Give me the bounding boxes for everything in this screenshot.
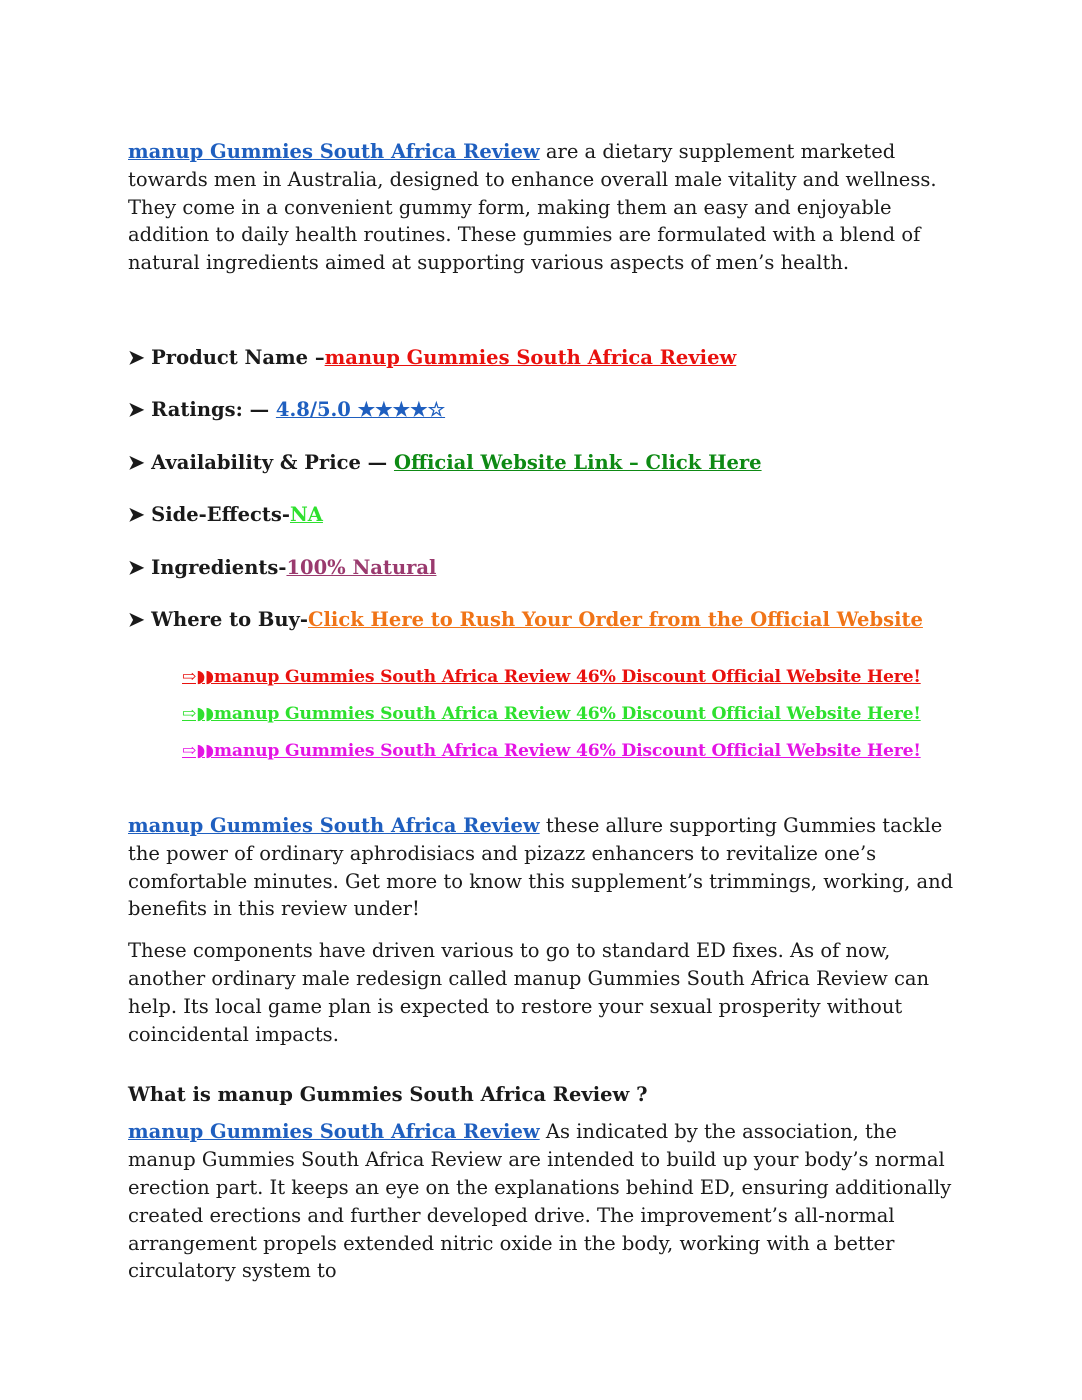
body-paragraph-1 <box>128 812 958 923</box>
fact-label: Side-Effects- <box>144 503 290 527</box>
body-paragraph-2: These components have driven various to go to standard ED fixes. As of now, another ordinary male redesign called manup Gummies South Africa Review can help. Its local game plan is expected to restore your sexual prosperity without coincidental impacts. <box>128 939 930 1046</box>
document-page <box>128 138 958 1285</box>
rush-order-link[interactable]: Click Here to Rush Your Order from the Official Website <box>307 608 923 632</box>
arrow-icon: ➤ <box>128 345 145 369</box>
fact-product-name <box>128 344 958 372</box>
ratings-link[interactable]: 4.8/5.0 ★★★★☆ <box>275 398 446 422</box>
arrow-icon: ➤ <box>128 398 145 422</box>
fact-label: Ratings: — <box>144 398 276 422</box>
body-product-link[interactable]: manup Gummies South Africa Review <box>128 813 540 837</box>
intro-product-link[interactable]: manup Gummies South Africa Review <box>128 140 540 163</box>
intro-text: are a dietary supplement marketed towards men in Australia, designed to enhance overall male vitality and wellness. They come in a convenient gummy form, making them an easy and enjoyable addition to daily health routines. These gummies are formulated with a blend of natural ingredients aimed at supporting various aspects of men’s health. <box>128 140 937 275</box>
discount-link-magenta[interactable]: ⇨◗◗manup Gummies South Africa Review 46% Discount Official Website Here! <box>182 740 921 761</box>
fact-label: Product Name – <box>144 345 325 369</box>
arrow-icon: ➤ <box>128 503 145 527</box>
body-paragraph-3 <box>128 1118 958 1285</box>
arrow-icon: ➤ <box>128 608 145 632</box>
discount-link-red[interactable]: ⇨◗◗manup Gummies South Africa Review 46% Discount Official Website Here! <box>182 666 921 687</box>
side-effects-link[interactable]: NA <box>289 503 323 527</box>
fact-label: Where to Buy- <box>144 608 308 632</box>
section-heading: What is manup Gummies South Africa Review ? <box>128 1083 648 1107</box>
fact-where-to-buy <box>128 606 958 634</box>
arrow-icon: ➤ <box>128 555 145 579</box>
arrow-icon: ➤ <box>128 450 145 474</box>
body-paragraph-1-text: these allure supporting Gummies tackle the power of ordinary aphrodisiacs and pizazz enhancers to revitalize one’s comfortable minutes. Get more to know this supplement’s trimmings, working, and benefits in this review under! <box>128 813 954 921</box>
fact-label: Ingredients- <box>144 555 287 579</box>
discount-links <box>182 659 958 770</box>
official-website-link[interactable]: Official Website Link – Click Here <box>393 450 762 474</box>
fact-label: Availability & Price — <box>144 450 394 474</box>
fact-ratings <box>128 396 958 424</box>
fact-ingredients <box>128 554 958 582</box>
body-paragraph-3-text: As indicated by the association, the manup Gummies South Africa Review are intended to build up your body’s normal erection part. It keeps an eye on the explanations behind ED, ensuring additionally created erections and further developed drive. The improvement’s all-normal arrangement propels extended nitric oxide in the body, working with a better circulatory system to <box>128 1120 952 1283</box>
section-product-link[interactable]: manup Gummies South Africa Review <box>128 1120 540 1144</box>
product-facts-list <box>128 344 958 635</box>
fact-availability <box>128 449 958 477</box>
ingredients-link[interactable]: 100% Natural <box>286 555 437 579</box>
fact-side-effects <box>128 501 958 529</box>
product-name-link[interactable]: manup Gummies South Africa Review <box>324 345 737 369</box>
discount-link-green[interactable]: ⇨◗◗manup Gummies South Africa Review 46% Discount Official Website Here! <box>182 703 921 724</box>
intro-paragraph <box>128 138 958 277</box>
